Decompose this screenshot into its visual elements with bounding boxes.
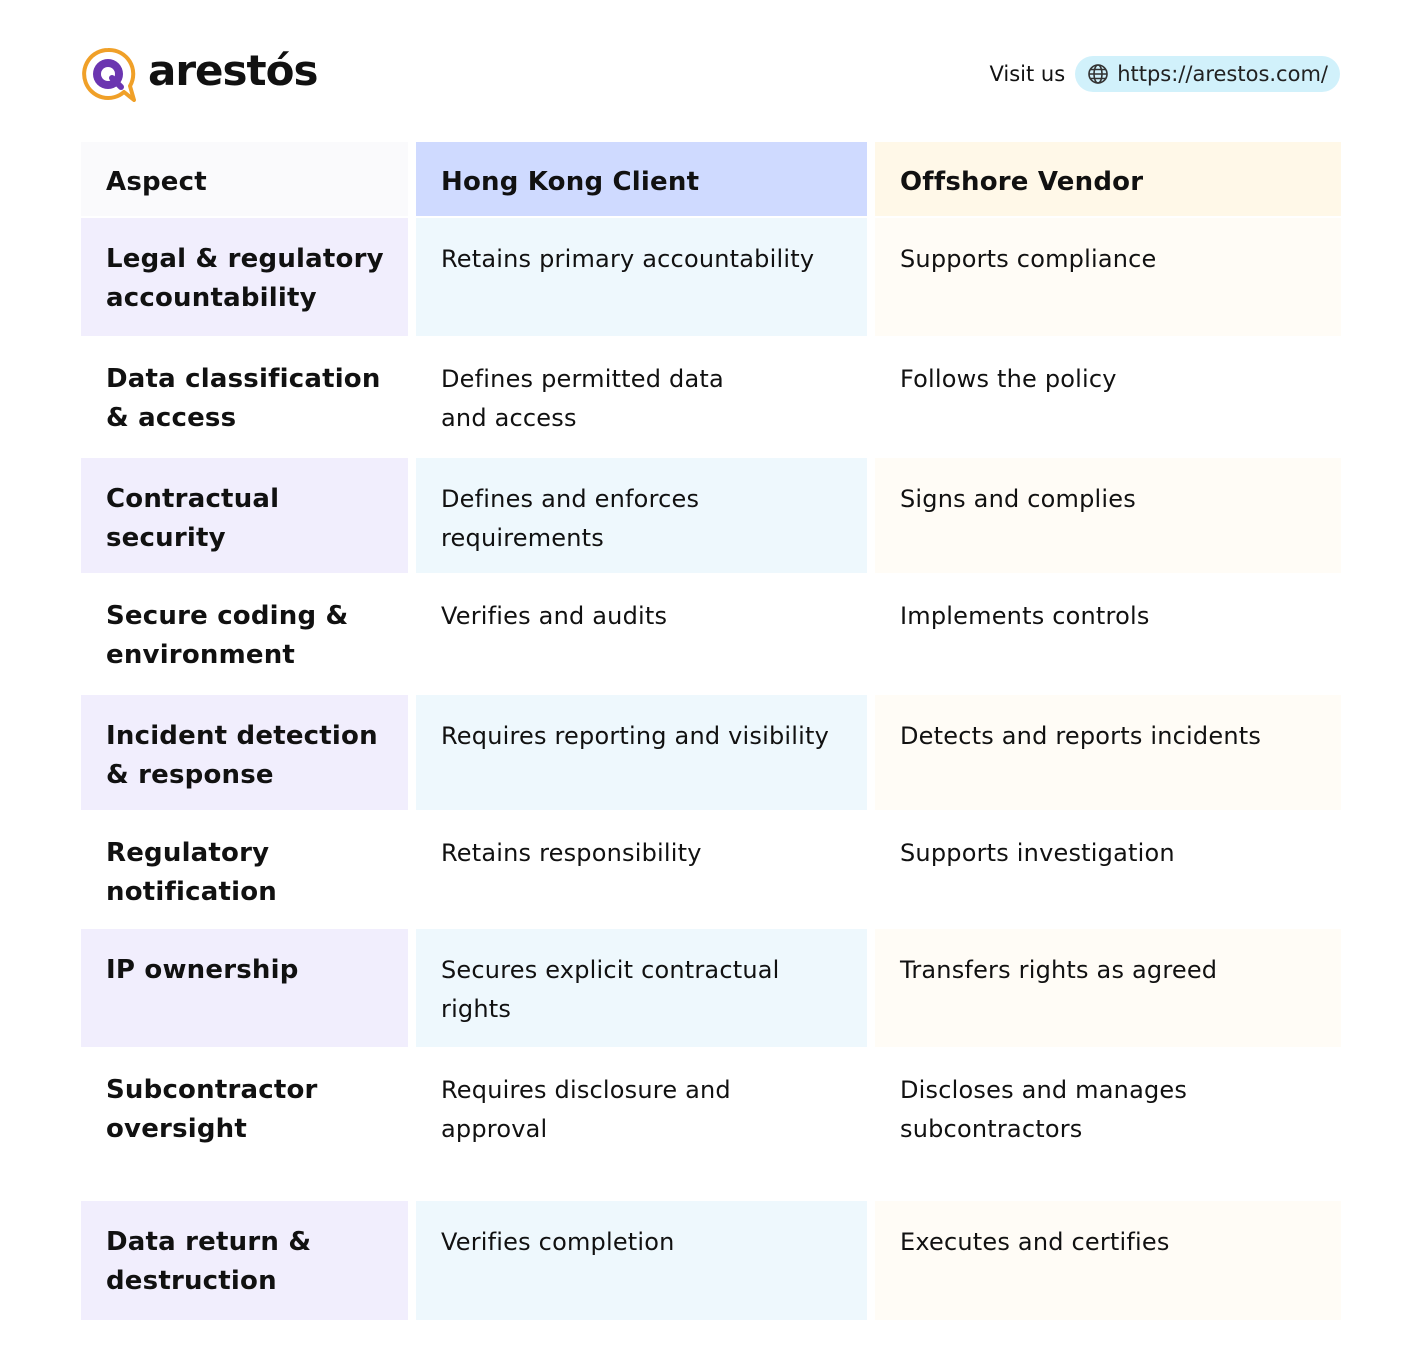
row-aspect: Secure coding & environment — [106, 601, 349, 670]
row-vendor: Signs and complies — [875, 458, 1341, 573]
row-aspect: Regulatory notification — [106, 838, 278, 907]
row-client: Requires reporting and visibility — [416, 695, 867, 810]
row-client: Verifies and audits — [441, 602, 668, 630]
page-header — [80, 44, 1342, 104]
brand-logo[interactable] — [80, 44, 317, 104]
row-vendor: Supports compliance — [875, 218, 1341, 336]
row-aspect: Incident detection & response — [81, 695, 408, 810]
row-aspect: Legal & regulatory accountability — [81, 218, 408, 336]
website-link[interactable] — [1075, 56, 1340, 92]
column-header-aspect: Aspect — [81, 142, 408, 216]
row-vendor: Implements controls — [900, 602, 1150, 630]
row-client: Retains primary accountability — [416, 218, 867, 336]
row-vendor: Supports investigation — [900, 839, 1175, 867]
row-client: Verifies completion — [416, 1201, 867, 1320]
row-vendor: Follows the policy — [900, 365, 1117, 393]
website-url: https://arestos.com/ — [1117, 62, 1328, 86]
brand-name: arestós — [148, 46, 318, 95]
row-aspect: Contractual security — [81, 458, 408, 573]
row-client: Defines and enforces requirements — [416, 458, 867, 573]
row-aspect: Subcontractor oversight — [106, 1075, 318, 1144]
row-vendor: Detects and reports incidents — [875, 695, 1341, 810]
row-vendor: Executes and certifies — [875, 1201, 1341, 1320]
visit-label: Visit us — [989, 62, 1066, 86]
row-vendor: Discloses and manages subcontractors — [900, 1076, 1188, 1143]
row-client: Requires disclosure and approval — [441, 1076, 731, 1143]
row-aspect: Data return & destruction — [81, 1201, 408, 1320]
column-header-vendor: Offshore Vendor — [875, 142, 1341, 216]
row-client: Secures explicit contractual rights — [416, 929, 867, 1047]
row-aspect: Data classification & access — [106, 364, 381, 433]
row-client: Defines permitted data and access — [441, 365, 724, 432]
row-vendor: Transfers rights as agreed — [875, 929, 1341, 1047]
visit-us — [990, 56, 1341, 92]
column-header-client: Hong Kong Client — [416, 142, 867, 216]
speech-bubble-q-icon — [80, 46, 136, 102]
row-aspect: IP ownership — [81, 929, 408, 1047]
row-client: Retains responsibility — [441, 839, 702, 867]
globe-icon — [1087, 63, 1109, 85]
